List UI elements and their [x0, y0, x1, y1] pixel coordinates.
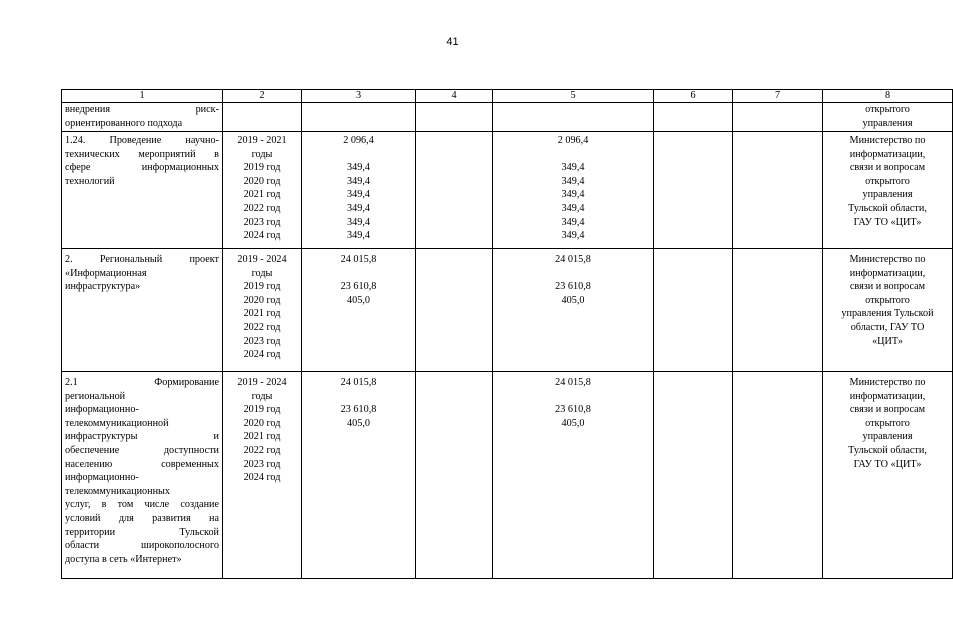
cell-measure-name	[62, 103, 223, 132]
cell-line: 405,0	[561, 294, 585, 306]
cell-measure-name	[62, 132, 223, 249]
cell-period	[223, 132, 302, 249]
cell-line: открытого	[865, 294, 910, 306]
cell-line: технических мероприятий в	[65, 148, 219, 160]
col-header: 1	[62, 90, 223, 103]
cell-line: 2023 год	[243, 216, 281, 228]
cell-line: 2019 год	[243, 281, 281, 293]
cell-period	[223, 249, 302, 372]
cell-line	[496, 267, 650, 281]
cell-line: обеспечение доступности	[65, 444, 219, 456]
cell-measure-name	[62, 372, 223, 579]
cell-line: управления	[862, 431, 913, 443]
cell-line: 349,4	[561, 230, 585, 242]
cell-line: 2. Региональный проект	[65, 254, 219, 265]
cell-col6	[654, 132, 733, 249]
cell-line: 349,4	[561, 216, 585, 228]
col-header: 3	[302, 90, 416, 103]
cell-col6	[654, 103, 733, 132]
cell-col7	[733, 249, 823, 372]
cell-line: 2022 год	[243, 444, 281, 456]
cell-line: 23 610,8	[340, 281, 377, 293]
cell-line: 2 096,4	[343, 135, 374, 146]
table-row	[62, 249, 953, 372]
cell-line: информационно-	[65, 404, 139, 416]
cell-line: 349,4	[347, 216, 370, 228]
cell-line: технологий	[65, 175, 115, 187]
cell-line: информационно-	[65, 472, 139, 484]
cell-line: 2019 год	[243, 162, 281, 174]
cell-line: информатизации,	[849, 390, 926, 402]
cell-line: 23 610,8	[555, 404, 591, 416]
cell-line: Тульской области,	[848, 202, 927, 214]
cell-line: годы	[251, 148, 273, 160]
cell-col4	[416, 132, 493, 249]
cell-line: региональной	[65, 390, 126, 402]
cell-total	[302, 132, 416, 249]
cell-line: 1.24. Проведение научно-	[65, 135, 219, 146]
cell-line: связи и вопросам	[849, 404, 926, 416]
cell-line: 2.1 Формирование	[65, 377, 219, 388]
cell-line	[305, 148, 412, 162]
cell-line: условий для развития на	[65, 512, 219, 524]
cell-line: 2023 год	[243, 335, 281, 347]
table-row	[62, 372, 953, 579]
cell-total	[302, 372, 416, 579]
cell-line: населению современных	[65, 458, 219, 470]
cell-line: 2024 год	[243, 349, 281, 361]
cell-line	[305, 267, 412, 281]
cell-line: управления Тульской	[841, 308, 934, 320]
cell-col5	[493, 103, 654, 132]
table-row	[62, 132, 953, 249]
cell-line: информатизации,	[849, 148, 926, 160]
cell-line: 2024 год	[243, 230, 281, 242]
cell-line: 2024 год	[243, 472, 281, 484]
cell-line: 23 610,8	[340, 404, 377, 416]
cell-line: 2020 год	[243, 417, 281, 429]
cell-col7	[733, 372, 823, 579]
cell-line: доступа в сеть «Интернет»	[65, 553, 182, 565]
col-header: 6	[654, 90, 733, 103]
cell-line: 24 015,8	[555, 254, 591, 265]
cell-line: 2 096,4	[557, 135, 589, 146]
cell-line: инфраструктуры и	[65, 431, 219, 443]
cell-line: «Информационная	[65, 267, 147, 279]
cell-line: ГАУ ТО «ЦИТ»	[853, 216, 922, 228]
col-header: 4	[416, 90, 493, 103]
cell-line: связи и вопросам	[849, 281, 926, 293]
cell-line: Тульской области,	[848, 444, 927, 456]
cell-line: 2019 - 2024	[237, 254, 287, 265]
cell-col7	[733, 103, 823, 132]
cell-line: телекоммуникационной	[65, 417, 169, 429]
cell-col4	[416, 372, 493, 579]
cell-measure-name	[62, 249, 223, 372]
cell-responsible	[823, 103, 953, 132]
cell-line: Министерство по	[849, 377, 926, 388]
cell-line: 2019 год	[243, 404, 281, 416]
cell-col7	[733, 132, 823, 249]
cell-line: 349,4	[561, 189, 585, 201]
cell-line: сфере информационных	[65, 162, 219, 174]
cell-line: управления	[862, 117, 913, 129]
cell-col4	[416, 249, 493, 372]
cell-line: 2022 год	[243, 321, 281, 333]
cell-responsible	[823, 132, 953, 249]
cell-line: 2020 год	[243, 294, 281, 306]
cell-col6	[654, 249, 733, 372]
cell-line: открытого	[865, 417, 910, 429]
cell-line: 349,4	[347, 230, 370, 242]
col-header: 5	[493, 90, 654, 103]
col-header: 2	[223, 90, 302, 103]
cell-line: информатизации,	[849, 267, 926, 279]
cell-col5	[493, 132, 654, 249]
cell-line: области, ГАУ ТО	[850, 321, 925, 333]
cell-line: 349,4	[561, 175, 585, 187]
cell-line: 405,0	[347, 294, 370, 306]
cell-col5	[493, 249, 654, 372]
cell-line	[496, 390, 650, 404]
cell-line: 24 015,8	[555, 377, 591, 388]
cell-line: 24 015,8	[340, 254, 377, 265]
cell-line: годы	[251, 267, 273, 279]
cell-line: услуг, в том числе создание	[65, 499, 219, 511]
cell-line: ГАУ ТО «ЦИТ»	[853, 458, 922, 470]
cell-responsible	[823, 372, 953, 579]
cell-line: связи и вопросам	[849, 162, 926, 174]
cell-line: 2021 год	[243, 308, 281, 320]
cell-line: 349,4	[561, 162, 585, 174]
cell-line: 405,0	[561, 417, 585, 429]
header-row	[62, 90, 953, 103]
cell-total	[302, 103, 416, 132]
cell-line: 2020 год	[243, 175, 281, 187]
cell-line: Министерство по	[849, 254, 926, 265]
cell-line: 2022 год	[243, 202, 281, 214]
cell-period	[223, 103, 302, 132]
cell-line: «ЦИТ»	[872, 335, 903, 347]
cell-line: ориентированного подхода	[65, 117, 183, 129]
cell-line: 23 610,8	[555, 281, 591, 293]
cell-line: внедрения риск-	[65, 104, 219, 115]
cell-line: 349,4	[561, 202, 585, 214]
cell-line: 2019 - 2024	[237, 377, 287, 388]
cell-line: Министерство по	[849, 135, 926, 146]
cell-line: годы	[251, 390, 273, 402]
cell-line: телекоммуникационных	[65, 485, 170, 497]
cell-line: 2021 год	[243, 431, 281, 443]
cell-col5	[493, 372, 654, 579]
cell-total	[302, 249, 416, 372]
cell-line: территории Тульской	[65, 526, 219, 538]
cell-line: открытого	[865, 175, 910, 187]
cell-line	[496, 148, 650, 162]
budget-table	[61, 89, 953, 579]
cell-col6	[654, 372, 733, 579]
cell-line: области широкополосного	[65, 540, 219, 552]
cell-line: открытого	[865, 104, 910, 115]
cell-line: управления	[862, 189, 913, 201]
cell-line: 2023 год	[243, 458, 281, 470]
cell-col4	[416, 103, 493, 132]
table-row	[62, 103, 953, 132]
cell-line: 349,4	[347, 189, 370, 201]
cell-line: 2021 год	[243, 189, 281, 201]
cell-line: 405,0	[347, 417, 370, 429]
cell-line: 349,4	[347, 202, 370, 214]
cell-line	[305, 390, 412, 404]
cell-line: 349,4	[347, 175, 370, 187]
cell-period	[223, 372, 302, 579]
cell-line: инфраструктура»	[65, 281, 141, 293]
cell-line: 2019 - 2021	[237, 135, 287, 146]
col-header: 7	[733, 90, 823, 103]
cell-line: 24 015,8	[340, 377, 377, 388]
cell-line: 349,4	[347, 162, 370, 174]
cell-responsible	[823, 249, 953, 372]
page-number: 41	[446, 36, 459, 48]
col-header: 8	[823, 90, 953, 103]
